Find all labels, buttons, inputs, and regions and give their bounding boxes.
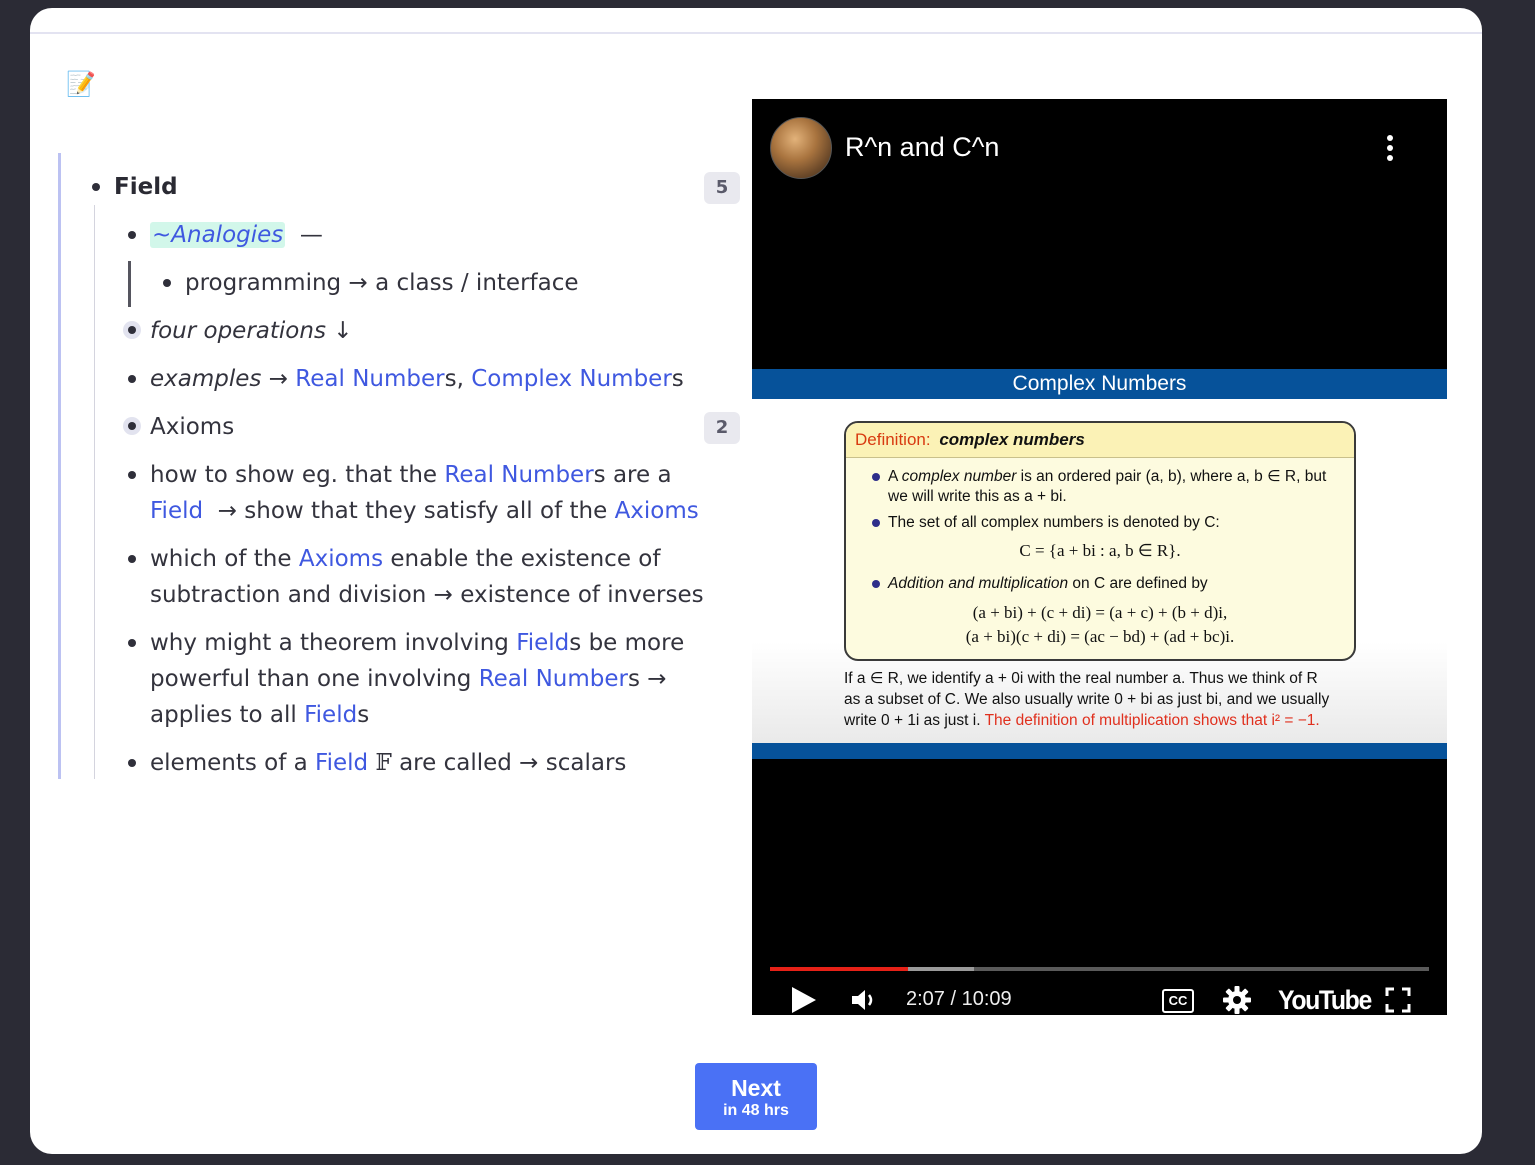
definition-box <box>844 421 1356 661</box>
block-axioms[interactable]: Axioms <box>150 414 235 440</box>
text: four operations <box>150 318 326 344</box>
text: are called → scalars <box>391 750 627 776</box>
bullet[interactable] <box>128 639 136 647</box>
text: why might a theorem involving <box>150 630 517 656</box>
progress-played <box>770 967 908 971</box>
video-title[interactable]: R^n and C^n <box>845 132 1000 162</box>
slide-bullet <box>872 580 880 588</box>
collapsed-bullet[interactable] <box>123 321 141 339</box>
math-symbol: 𝔽 <box>375 750 392 776</box>
text: s be more <box>569 630 685 656</box>
text: s are a <box>593 462 672 488</box>
text: how to show eg. that the <box>150 462 445 488</box>
settings-gear-icon[interactable] <box>1222 985 1252 1015</box>
arrow-icon: → <box>268 366 288 392</box>
slide-paragraph: If a ∈ R, we identify a + 0i with the real number a. Thus we think of R <box>844 670 1318 687</box>
text: a class / interface <box>375 270 579 296</box>
slide-paragraph: write 0 + 1i as just i. The definition of multiplication shows that i² = −1. <box>844 712 1320 729</box>
bullet[interactable] <box>128 759 136 767</box>
slide-equation: C = {a + bi : a, b ∈ R}. <box>1019 541 1181 560</box>
text: s, <box>444 366 472 392</box>
block-why-theorem-line1[interactable] <box>150 625 684 661</box>
slide-text: we will write this as a + bi. <box>888 488 1067 505</box>
text: s <box>671 366 684 392</box>
next-button-label: Next <box>731 1075 781 1101</box>
bullet[interactable] <box>128 555 136 563</box>
block-how-to-show-line2[interactable] <box>150 493 699 529</box>
time-display: 2:07 / 10:09 <box>906 988 1012 1010</box>
bullet[interactable] <box>163 279 171 287</box>
memo-icon[interactable]: 📝 <box>66 70 96 98</box>
link-field[interactable]: Field <box>304 702 358 728</box>
block-four-operations[interactable] <box>150 313 353 349</box>
arrow-down-icon: ↓ <box>333 318 353 344</box>
channel-avatar[interactable] <box>770 117 832 179</box>
slide-text: Addition and multiplication on C are defined by <box>888 575 1208 592</box>
child-count-badge[interactable]: 2 <box>704 412 740 444</box>
block-analogies[interactable] <box>150 217 323 253</box>
link-field[interactable]: Field <box>150 498 204 524</box>
slide-footer-bar <box>752 743 1447 759</box>
link-real-numbers[interactable]: Real Number <box>478 666 628 692</box>
arrow-icon: → <box>348 270 368 296</box>
fullscreen-icon[interactable] <box>1385 987 1411 1013</box>
text: programming <box>185 270 342 296</box>
text: → show that they satisfy all of the <box>217 498 615 524</box>
link-field[interactable]: Field <box>516 630 570 656</box>
definition-header <box>846 423 1354 458</box>
text: elements of a <box>150 750 316 776</box>
definition-title: complex numbers <box>939 430 1085 449</box>
link-real-numbers[interactable]: Real Number <box>444 462 594 488</box>
collapsed-bullet[interactable] <box>123 417 141 435</box>
block-which-axioms-line2[interactable]: subtraction and division → existence of inverses <box>150 582 704 608</box>
block-field[interactable]: Field <box>114 174 178 200</box>
outline-guide-line <box>58 153 61 779</box>
child-count-badge[interactable]: 5 <box>704 172 740 204</box>
slide-paragraph: as a subset of C. We also usually write 0 + bi as just bi, and we usually <box>844 691 1330 708</box>
video-frame-slide <box>752 369 1447 759</box>
volume-icon[interactable] <box>850 987 880 1013</box>
slide-title: Complex Numbers <box>752 369 1447 399</box>
text: enable the existence of <box>383 546 661 572</box>
text: s <box>357 702 370 728</box>
text: s → <box>627 666 667 692</box>
analogies-tag-link[interactable]: ~Analogies <box>152 222 284 248</box>
link-complex-numbers[interactable]: Complex Number <box>471 366 672 392</box>
block-which-axioms-line1[interactable] <box>150 541 660 577</box>
nested-bar <box>128 261 131 307</box>
slide-text: The set of all complex numbers is denoted by C: <box>888 514 1220 531</box>
block-why-theorem-line2[interactable] <box>150 661 667 697</box>
block-examples[interactable] <box>150 361 684 397</box>
bullet[interactable] <box>128 375 136 383</box>
slide-bullet <box>872 519 880 527</box>
slide-equation: (a + bi)(c + di) = (ac − bd) + (ad + bc)i. <box>965 627 1235 646</box>
divider <box>30 32 1482 34</box>
bullet[interactable] <box>92 183 100 191</box>
text: powerful than one involving <box>150 666 479 692</box>
link-real-numbers[interactable]: Real Number <box>295 366 445 392</box>
definition-label: Definition: <box>855 430 931 449</box>
next-button-sublabel: in 48 hrs <box>723 1102 789 1119</box>
slide-bullet <box>872 473 880 481</box>
link-field[interactable]: Field <box>315 750 369 776</box>
outline-tree <box>58 153 748 779</box>
block-how-to-show-line1[interactable] <box>150 457 672 493</box>
dash: — <box>299 222 323 248</box>
block-why-theorem-line3[interactable] <box>150 697 369 733</box>
outline-guide-line-sub <box>94 205 95 779</box>
block-programming[interactable] <box>185 265 579 301</box>
captions-icon[interactable]: CC <box>1162 989 1194 1013</box>
text: examples <box>150 366 262 392</box>
youtube-logo[interactable]: YouTube <box>1278 985 1371 1015</box>
link-axioms[interactable]: Axioms <box>298 546 384 572</box>
text: applies to all <box>150 702 305 728</box>
block-elements[interactable] <box>150 745 626 781</box>
next-button[interactable] <box>695 1063 817 1130</box>
text: which of the <box>150 546 299 572</box>
slide-equation: (a + bi) + (c + di) = (a + c) + (b + d)i, <box>972 603 1228 622</box>
more-options-icon[interactable] <box>1386 135 1394 163</box>
play-icon[interactable] <box>792 987 816 1013</box>
link-axioms[interactable]: Axioms <box>614 498 699 524</box>
video-player[interactable] <box>752 99 1447 1015</box>
bullet[interactable] <box>128 231 136 239</box>
slide-text: A complex number is an ordered pair (a, b), where a, b ∈ R, but <box>888 468 1327 485</box>
bullet[interactable] <box>128 471 136 479</box>
